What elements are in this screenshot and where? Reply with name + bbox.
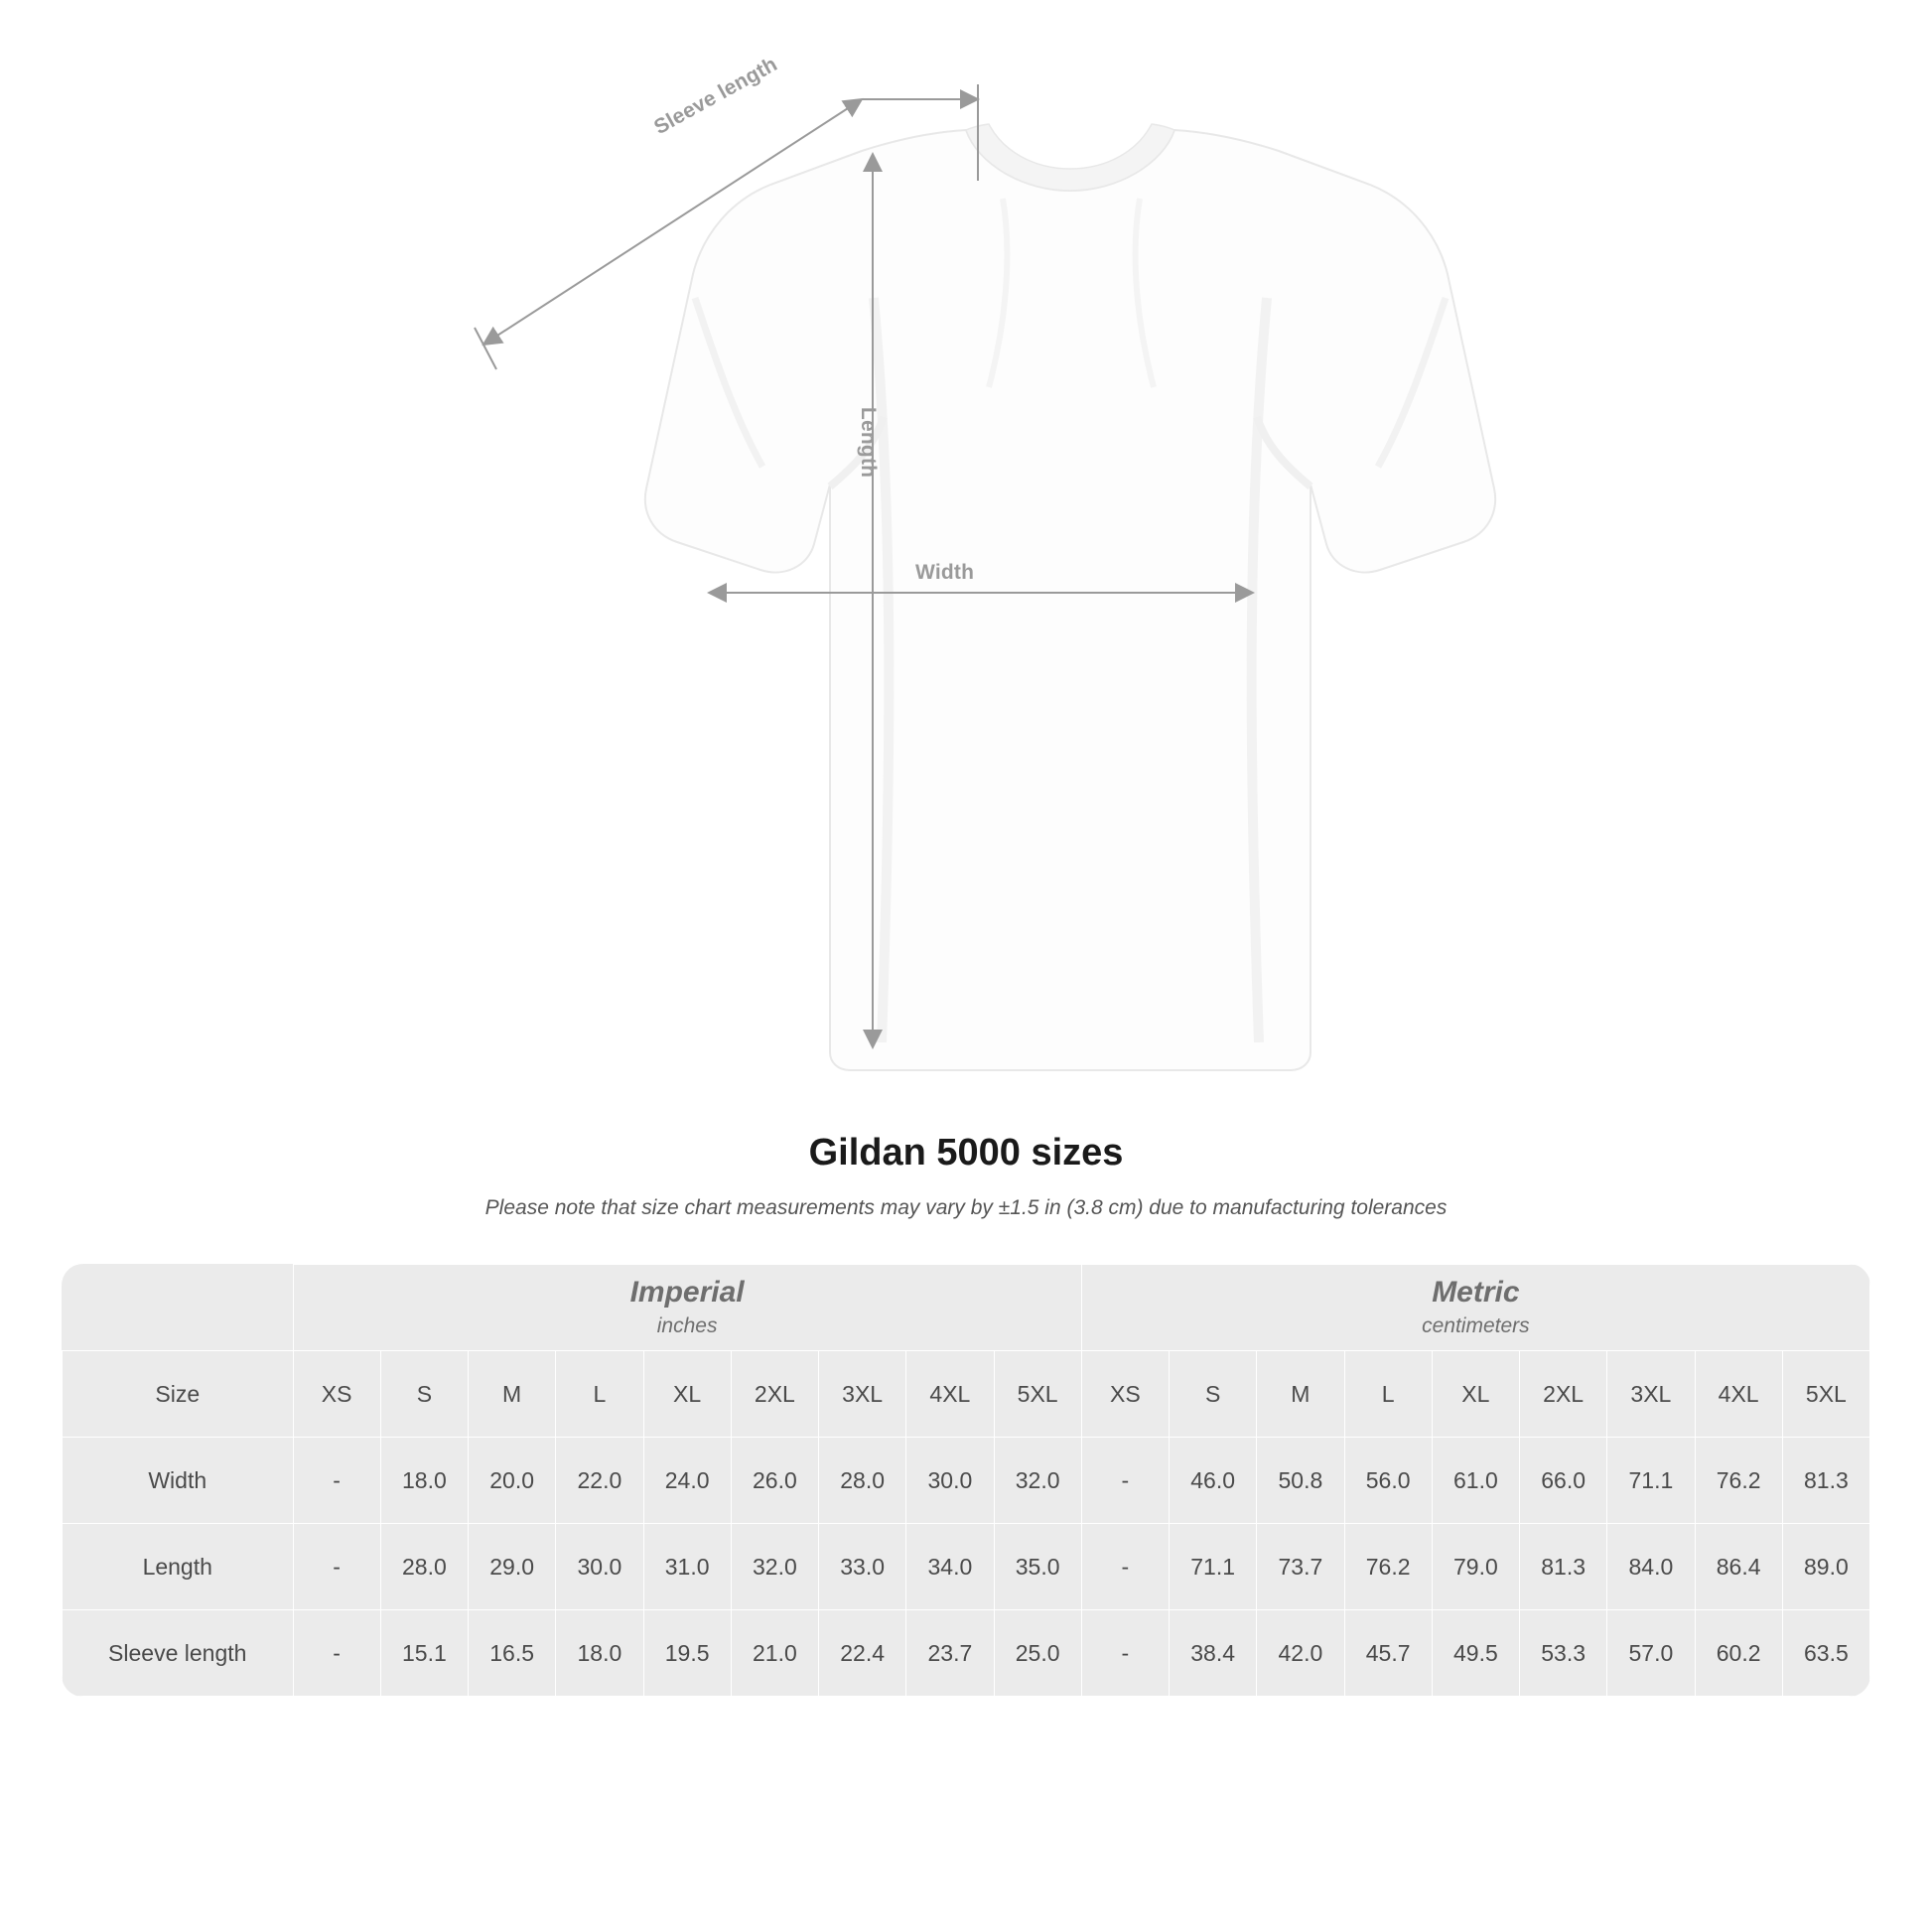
table-row (63, 1438, 1870, 1524)
cell-width-imperial-5xl: 32.0 (994, 1438, 1081, 1524)
header-metric-4xl: 4XL (1695, 1351, 1782, 1438)
cell-width-metric-3xl: 71.1 (1607, 1438, 1695, 1524)
cell-width-imperial-xs: - (293, 1438, 380, 1524)
cell-sleeve-metric-xl: 49.5 (1432, 1610, 1519, 1697)
unit-group-imperial (293, 1265, 1081, 1351)
cell-width-imperial-l: 22.0 (556, 1438, 643, 1524)
header-imperial-2xl: 2XL (731, 1351, 818, 1438)
cell-sleeve-imperial-l: 18.0 (556, 1610, 643, 1697)
cell-length-imperial-2xl: 32.0 (731, 1524, 818, 1610)
cell-length-imperial-xl: 31.0 (643, 1524, 731, 1610)
cell-sleeve-metric-m: 42.0 (1257, 1610, 1344, 1697)
cell-length-imperial-xs: - (293, 1524, 380, 1610)
row-label-width: Width (63, 1438, 294, 1524)
cell-sleeve-imperial-xs: - (293, 1610, 380, 1697)
cell-sleeve-metric-5xl: 63.5 (1782, 1610, 1869, 1697)
cell-width-imperial-4xl: 30.0 (906, 1438, 994, 1524)
table-corner-cell (63, 1265, 294, 1351)
cell-sleeve-metric-s: 38.4 (1170, 1610, 1257, 1697)
cell-sleeve-metric-l: 45.7 (1344, 1610, 1432, 1697)
cell-length-metric-l: 76.2 (1344, 1524, 1432, 1610)
cell-width-imperial-xl: 24.0 (643, 1438, 731, 1524)
header-metric-l: L (1344, 1351, 1432, 1438)
sleeve-length-label: Sleeve length (650, 53, 781, 140)
width-label: Width (915, 561, 975, 584)
cell-width-metric-xs: - (1081, 1438, 1169, 1524)
cell-width-metric-s: 46.0 (1170, 1438, 1257, 1524)
row-label-length: Length (63, 1524, 294, 1610)
header-metric-s: S (1170, 1351, 1257, 1438)
tolerance-note: Please note that size chart measurements may vary by ±1.5 in (3.8 cm) due to manufacturing tolerances (484, 1196, 1448, 1219)
unit-group-row (63, 1265, 1870, 1351)
cell-sleeve-imperial-5xl: 25.0 (994, 1610, 1081, 1697)
header-metric-2xl: 2XL (1520, 1351, 1607, 1438)
row-label-sleeve-length: Sleeve length (63, 1610, 294, 1697)
cell-length-imperial-5xl: 35.0 (994, 1524, 1081, 1610)
cell-width-metric-m: 50.8 (1257, 1438, 1344, 1524)
unit-group-imperial-name: Imperial (629, 1275, 745, 1309)
cell-length-imperial-3xl: 33.0 (819, 1524, 906, 1610)
header-imperial-4xl: 4XL (906, 1351, 994, 1438)
table-header-row (63, 1351, 1870, 1438)
cell-length-imperial-4xl: 34.0 (906, 1524, 994, 1610)
cell-width-imperial-3xl: 28.0 (819, 1438, 906, 1524)
cell-sleeve-imperial-2xl: 21.0 (731, 1610, 818, 1697)
cell-length-metric-5xl: 89.0 (1782, 1524, 1869, 1610)
unit-group-imperial-unit: inches (656, 1314, 718, 1337)
cell-length-metric-s: 71.1 (1170, 1524, 1257, 1610)
cell-sleeve-imperial-4xl: 23.7 (906, 1610, 994, 1697)
header-imperial-l: L (556, 1351, 643, 1438)
header-metric-xl: XL (1432, 1351, 1519, 1438)
cell-width-imperial-m: 20.0 (469, 1438, 556, 1524)
header-imperial-m: M (469, 1351, 556, 1438)
cell-width-metric-4xl: 76.2 (1695, 1438, 1782, 1524)
cell-length-metric-m: 73.7 (1257, 1524, 1344, 1610)
unit-group-metric-unit: centimeters (1422, 1314, 1530, 1337)
cell-length-metric-3xl: 84.0 (1607, 1524, 1695, 1610)
cell-width-metric-5xl: 81.3 (1782, 1438, 1869, 1524)
table-row (63, 1610, 1870, 1697)
header-imperial-xs: XS (293, 1351, 380, 1438)
cell-sleeve-metric-3xl: 57.0 (1607, 1610, 1695, 1697)
cell-length-metric-xs: - (1081, 1524, 1169, 1610)
cell-sleeve-metric-2xl: 53.3 (1520, 1610, 1607, 1697)
header-metric-5xl: 5XL (1782, 1351, 1869, 1438)
header-metric-3xl: 3XL (1607, 1351, 1695, 1438)
cell-width-metric-2xl: 66.0 (1520, 1438, 1607, 1524)
cell-length-metric-2xl: 81.3 (1520, 1524, 1607, 1610)
header-metric-xs: XS (1081, 1351, 1169, 1438)
table-row (63, 1524, 1870, 1610)
tshirt-shape (645, 124, 1495, 1070)
cell-sleeve-imperial-3xl: 22.4 (819, 1610, 906, 1697)
page-title: Gildan 5000 sizes (808, 1132, 1124, 1173)
cell-width-imperial-s: 18.0 (380, 1438, 468, 1524)
header-imperial-xl: XL (643, 1351, 731, 1438)
unit-group-metric (1081, 1265, 1869, 1351)
length-label: Length (857, 407, 880, 479)
cell-length-imperial-s: 28.0 (380, 1524, 468, 1610)
cell-length-imperial-l: 30.0 (556, 1524, 643, 1610)
cell-sleeve-imperial-s: 15.1 (380, 1610, 468, 1697)
cell-sleeve-imperial-m: 16.5 (469, 1610, 556, 1697)
cell-sleeve-metric-xs: - (1081, 1610, 1169, 1697)
cell-length-metric-4xl: 86.4 (1695, 1524, 1782, 1610)
header-imperial-s: S (380, 1351, 468, 1438)
header-metric-m: M (1257, 1351, 1344, 1438)
cell-sleeve-imperial-xl: 19.5 (643, 1610, 731, 1697)
cell-width-imperial-2xl: 26.0 (731, 1438, 818, 1524)
header-imperial-5xl: 5XL (994, 1351, 1081, 1438)
cell-sleeve-metric-4xl: 60.2 (1695, 1610, 1782, 1697)
cell-length-imperial-m: 29.0 (469, 1524, 556, 1610)
cell-width-metric-l: 56.0 (1344, 1438, 1432, 1524)
cell-width-metric-xl: 61.0 (1432, 1438, 1519, 1524)
unit-group-metric-name: Metric (1432, 1275, 1520, 1309)
size-table (62, 1264, 1870, 1697)
size-table-container (62, 1264, 1870, 1697)
chart-header (0, 1132, 1932, 1220)
header-imperial-3xl: 3XL (819, 1351, 906, 1438)
cell-length-metric-xl: 79.0 (1432, 1524, 1519, 1610)
header-size: Size (63, 1351, 294, 1438)
